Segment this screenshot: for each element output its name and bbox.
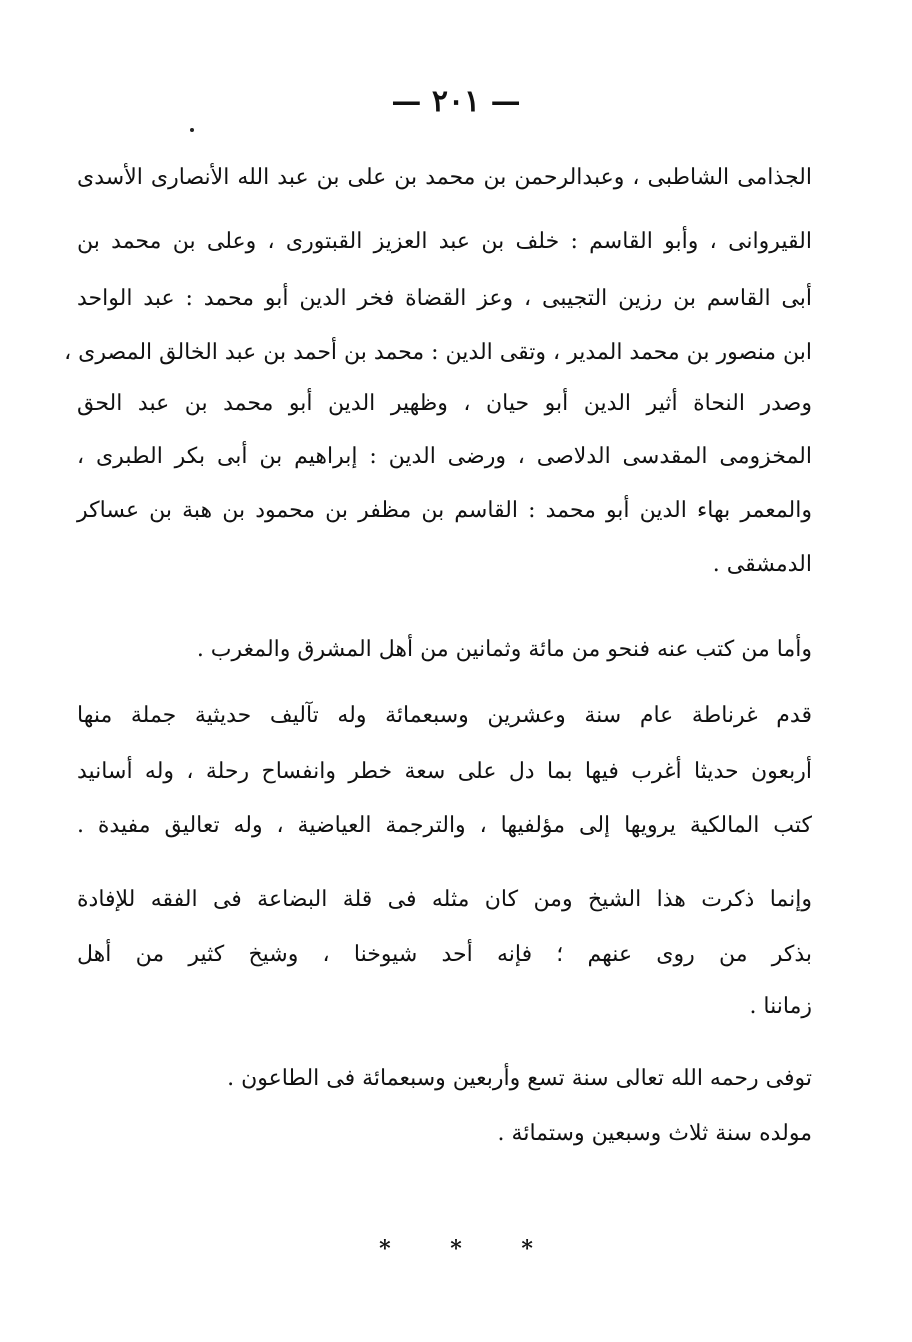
- text-line: أربعون حديثا أغرب فيها بما دل على سعة خطر وانفساح رحلة ، وله أسانيد: [77, 759, 812, 784]
- text-line: مولده سنة ثلاث وسبعين وستمائة .: [497, 1121, 812, 1146]
- text-line: وإنما ذكرت هذا الشيخ ومن كان مثله فى قلة البضاعة فى الفقه للإفادة: [77, 887, 812, 912]
- text-line: أبى القاسم بن رزين التجيبى ، وعز القضاة فخر الدين أبو محمد : عبد الواحد: [77, 286, 812, 311]
- text-line: كتب المالكية يرويها إلى مؤلفيها ، والترجمة العياضية ، وله تعاليق مفيدة .: [77, 813, 812, 838]
- text-line: الدمشقى .: [712, 552, 812, 577]
- text-line: وأما من كتب عنه فنحو من مائة وثمانين من أهل المشرق والمغرب .: [196, 637, 812, 662]
- text-line: زماننا .: [749, 994, 812, 1019]
- stray-dot: [190, 128, 194, 132]
- text-line: والمعمر بهاء الدين أبو محمد : القاسم بن مظفر بن محمود بن هبة بن عساكر: [77, 498, 812, 523]
- text-line: وصدر النحاة أثير الدين أبو حيان ، وظهير الدين أبو محمد بن عبد الحق: [77, 391, 812, 416]
- text-line: ابن منصور بن محمد المدير ، وتقى الدين : محمد بن أحمد بن عبد الخالق المصرى ،: [64, 340, 812, 365]
- text-line: قدم غرناطة عام سنة وعشرين وسبعمائة وله تآليف حديثية جملة منها: [77, 703, 812, 728]
- text-line: المخزومى المقدسى الدلاصى ، ورضى الدين : إبراهيم بن أبى بكر الطبرى ،: [77, 444, 812, 469]
- page-number: — ٢٠١ —: [391, 84, 521, 119]
- text-line: الجذامى الشاطبى ، وعبدالرحمن بن محمد بن على بن عبد الله الأنصارى الأسدى: [77, 165, 812, 190]
- text-line: توفى رحمه الله تعالى سنة تسع وأربعين وسبعمائة فى الطاعون .: [227, 1066, 812, 1091]
- text-line: القيروانى ، وأبو القاسم : خلف بن عبد العزيز القبتورى ، وعلى بن محمد بن: [77, 229, 812, 254]
- section-ornament: * * *: [379, 1236, 559, 1262]
- text-line: بذكر من روى عنهم ؛ فإنه أحد شيوخنا ، وشيخ كثير من أهل: [77, 942, 812, 967]
